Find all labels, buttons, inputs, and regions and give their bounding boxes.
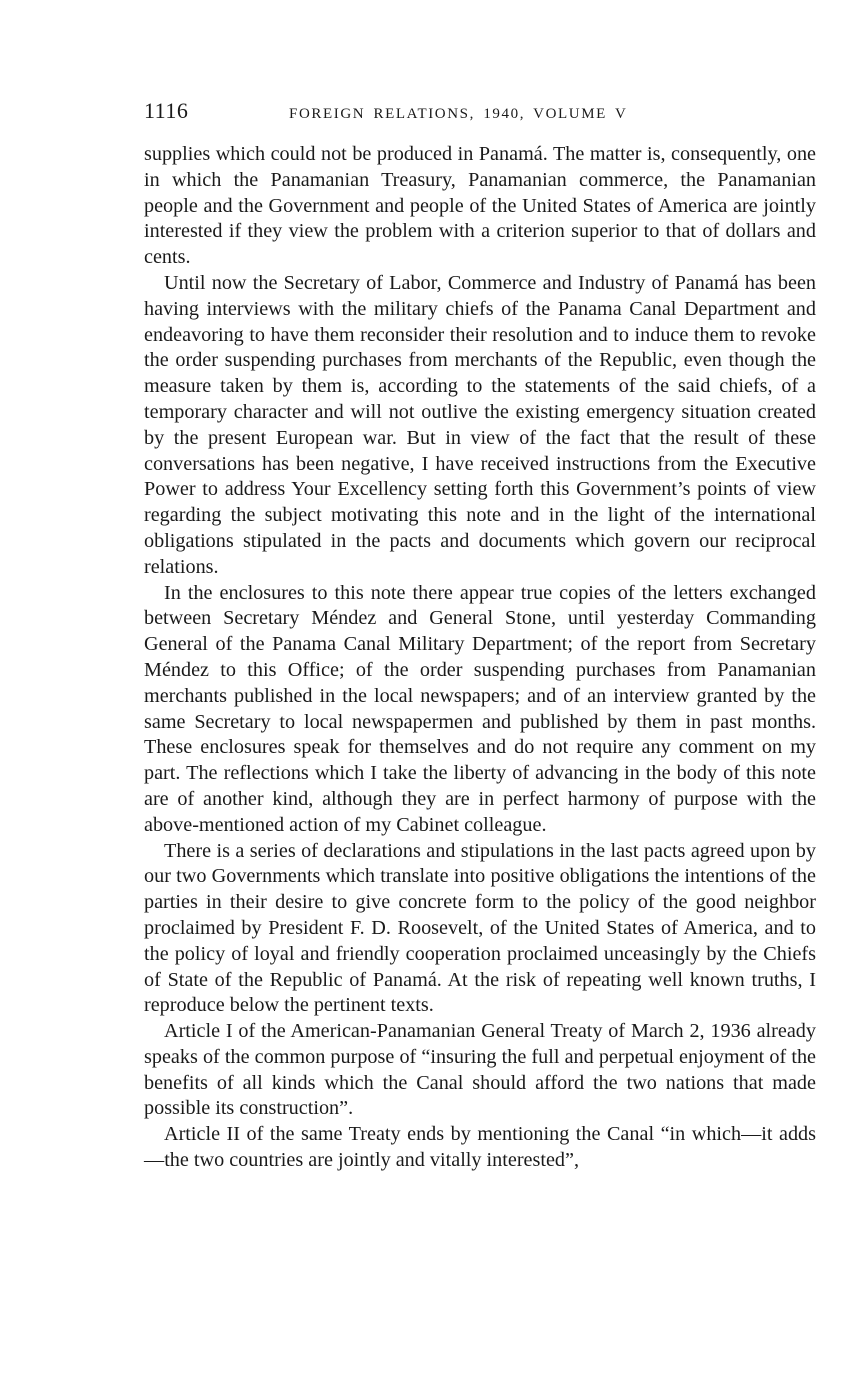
body-text [144,142,816,1174]
page-number: 1116 [144,98,189,123]
paragraph-continued: supplies which could not be produced in Panamá. The matter is, consequently, one in which the Panamanian Treasury, Panamanian commerce, the Panamanian people and the Government and people of the United States of America are jointly interested if they view the problem with a criterion superior to that of dollars and cents. [144,143,816,269]
paragraph: Until now the Secretary of Labor, Commerce and Industry of Panamá has been having interviews with the military chiefs of the Panama Canal Department and endeavoring to have them reconsider their resolution and to induce them to revoke the order suspending purchases from merchants of the Republic, even though the measure taken by them is, according to the statements of the said chiefs, of a temporary character and will not outlive the existing emergency situation created by the present European war. But in view of the fact that the result of these conversations has been negative, I have received instructions from the Executive Power to address Your Excellency setting forth this Government’s points of view regarding the subject motivating this note and in the light of the international obligations stipulated in the pacts and documents which govern our reciprocal relations. [144,271,816,578]
paragraph: In the enclosures to this note there appear true copies of the letters exchanged between Secretary Méndez and General Stone, until yesterday Commanding General of the Panama Canal Military Department; of the report from Secretary Méndez to this Office; of the order suspending purchases from Panamanian merchants published in the local newspapers; and of an interview granted by the same Secretary to local newspapermen and published by them in past months. These enclosures speak for themselves and do not require any comment on my part. The reflections which I take the liberty of advancing in the body of this note are of another kind, although they are in perfect harmony of purpose with the above-mentioned action of my Cabinet colleague. [144,581,816,836]
paragraph: There is a series of declarations and stipulations in the last pacts agreed upon by our two Governments which translate into positive obligations the intentions of the parties in their desire to give concrete form to the policy of the good neighbor proclaimed by President F. D. Roosevelt, of the United States of America, and to the policy of loyal and friendly cooperation proclaimed unceasingly by the Chiefs of State of the Republic of Panamá. At the risk of repeating well known truths, I reproduce below the pertinent texts. [144,839,816,1017]
paragraph: Article I of the American-Panamanian General Treaty of March 2, 1936 already speaks of the common purpose of “insuring the full and perpetual enjoyment of the benefits of all kinds which the Canal should afford the two nations that made possible its construction”. [144,1020,816,1120]
page-header [144,98,816,142]
paragraph: Article II of the same Treaty ends by mentioning the Canal “in which—it adds—the two countries are jointly and vitally interested”, [144,1123,816,1172]
document-page [144,98,816,1174]
running-title: FOREIGN RELATIONS, 1940, VOLUME V [289,106,628,122]
